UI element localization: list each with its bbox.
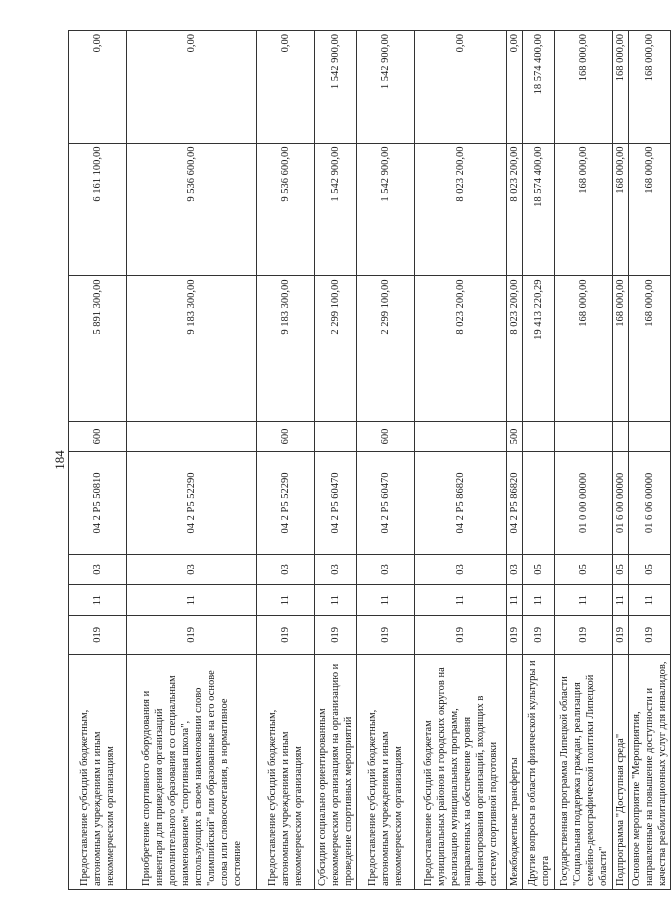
table-row <box>127 31 257 890</box>
cell-vr <box>523 421 555 452</box>
cell-name: Предоставление субсидий бюджетным, автономным учреждениям и иным некоммерческим организациям <box>69 654 127 889</box>
cell-vr <box>415 421 507 452</box>
cell-grbs: 019 <box>69 615 127 654</box>
cell-sum-2: 8 023 200,00 <box>507 143 523 276</box>
cell-name: Приобретение спортивного оборудования и инвентаря для приведения организаций дополнительного образования со специальным наименованием "спортивная школа", использующих в своем наименовании слово "олимпийский" или образованные на его основе слова или словосочетания, в нормативное состояние <box>127 654 257 889</box>
table-row <box>507 31 523 890</box>
cell-target: 04 2 P5 60470 <box>357 452 415 554</box>
cell-name: Предоставление субсидий бюджетным, автономным учреждениям и иным некоммерческим организациям <box>257 654 315 889</box>
table-body <box>69 31 671 890</box>
table-row <box>69 31 127 890</box>
cell-section: 11 <box>127 585 257 616</box>
cell-name: Межбюджетные трансферты <box>507 654 523 889</box>
cell-vr <box>555 421 613 452</box>
cell-sum-1: 9 183 300,00 <box>127 276 257 421</box>
cell-name: Подпрограмма "Доступная среда" <box>613 654 629 889</box>
cell-sum-1: 2 299 100,00 <box>357 276 415 421</box>
cell-sum-2: 1 542 900,00 <box>357 143 415 276</box>
cell-sum-2: 168 000,00 <box>555 143 613 276</box>
cell-subsection: 03 <box>315 554 357 585</box>
cell-name: Другие вопросы в области физической культуры и спорта <box>523 654 555 889</box>
cell-vr: 500 <box>507 421 523 452</box>
cell-sum-2: 1 542 900,00 <box>315 143 357 276</box>
cell-sum-3: 0,00 <box>507 31 523 144</box>
cell-vr <box>315 421 357 452</box>
cell-sum-1: 168 000,00 <box>613 276 629 421</box>
cell-section: 11 <box>523 585 555 616</box>
cell-subsection: 03 <box>257 554 315 585</box>
cell-sum-1: 168 000,00 <box>555 276 613 421</box>
table-row <box>523 31 555 890</box>
cell-sum-1: 168 000,00 <box>629 276 671 421</box>
page-number: 184 <box>52 450 67 470</box>
cell-grbs: 019 <box>357 615 415 654</box>
table-row <box>357 31 415 890</box>
cell-sum-2: 9 536 600,00 <box>127 143 257 276</box>
cell-target: 01 6 00 00000 <box>613 452 629 554</box>
cell-section: 11 <box>257 585 315 616</box>
budget-table <box>68 30 671 890</box>
cell-target <box>523 452 555 554</box>
cell-vr: 600 <box>69 421 127 452</box>
cell-sum-2: 8 023 200,00 <box>415 143 507 276</box>
cell-grbs: 019 <box>555 615 613 654</box>
cell-sum-3: 0,00 <box>257 31 315 144</box>
cell-target: 04 2 P5 52290 <box>257 452 315 554</box>
cell-vr <box>629 421 671 452</box>
cell-sum-2: 18 574 400,00 <box>523 143 555 276</box>
cell-sum-2: 168 000,00 <box>613 143 629 276</box>
cell-vr: 600 <box>357 421 415 452</box>
cell-target: 04 2 P5 50810 <box>69 452 127 554</box>
cell-section: 11 <box>357 585 415 616</box>
cell-section: 11 <box>507 585 523 616</box>
table-row <box>555 31 613 890</box>
cell-grbs: 019 <box>415 615 507 654</box>
cell-sum-1: 8 023 200,00 <box>507 276 523 421</box>
cell-section: 11 <box>629 585 671 616</box>
cell-vr <box>613 421 629 452</box>
cell-sum-1: 19 413 220,29 <box>523 276 555 421</box>
cell-sum-3: 168 000,00 <box>629 31 671 144</box>
cell-section: 11 <box>415 585 507 616</box>
cell-subsection: 05 <box>613 554 629 585</box>
cell-sum-1: 5 891 300,00 <box>69 276 127 421</box>
cell-sum-3: 1 542 900,00 <box>357 31 415 144</box>
rotated-content <box>52 30 668 890</box>
cell-sum-3: 18 574 400,00 <box>523 31 555 144</box>
cell-grbs: 019 <box>315 615 357 654</box>
cell-subsection: 03 <box>69 554 127 585</box>
cell-subsection: 03 <box>415 554 507 585</box>
cell-target: 04 2 P5 86820 <box>507 452 523 554</box>
cell-sum-1: 8 023 200,00 <box>415 276 507 421</box>
cell-subsection: 03 <box>507 554 523 585</box>
cell-grbs: 019 <box>257 615 315 654</box>
cell-vr <box>127 421 257 452</box>
cell-grbs: 019 <box>507 615 523 654</box>
cell-name: Предоставление субсидий бюджетам муниципальных районов и городских округов на реализацию муниципальных программ, направленных на обеспечение уровня финансирования организаций, входящих в систему спортивной подготовки <box>415 654 507 889</box>
cell-section: 11 <box>613 585 629 616</box>
cell-target: 04 2 P5 60470 <box>315 452 357 554</box>
cell-target: 04 2 P5 86820 <box>415 452 507 554</box>
cell-grbs: 019 <box>127 615 257 654</box>
cell-section: 11 <box>69 585 127 616</box>
cell-sum-3: 1 542 900,00 <box>315 31 357 144</box>
cell-vr: 600 <box>257 421 315 452</box>
cell-name: Основное мероприятие "Мероприятия, направленные на повышение доступности и качества реабилитационных услуг для инвалидов, <box>629 654 671 889</box>
table-row <box>415 31 507 890</box>
cell-target: 01 6 06 00000 <box>629 452 671 554</box>
cell-subsection: 03 <box>357 554 415 585</box>
table-row <box>613 31 629 890</box>
cell-sum-2: 6 161 100,00 <box>69 143 127 276</box>
cell-name: Субсидии социально ориентированным некоммерческим организациям на организацию и проведение спортивных мероприятий <box>315 654 357 889</box>
cell-sum-3: 0,00 <box>69 31 127 144</box>
cell-sum-2: 9 536 600,00 <box>257 143 315 276</box>
cell-section: 11 <box>315 585 357 616</box>
table-row <box>257 31 315 890</box>
cell-target: 01 0 00 00000 <box>555 452 613 554</box>
table-row <box>315 31 357 890</box>
cell-sum-3: 168 000,00 <box>613 31 629 144</box>
cell-subsection: 05 <box>523 554 555 585</box>
cell-section: 11 <box>555 585 613 616</box>
cell-name: Предоставление субсидий бюджетным, автономным учреждениям и иным некоммерческим организациям <box>357 654 415 889</box>
cell-target: 04 2 P5 52290 <box>127 452 257 554</box>
cell-sum-3: 0,00 <box>415 31 507 144</box>
cell-subsection: 05 <box>555 554 613 585</box>
cell-sum-3: 168 000,00 <box>555 31 613 144</box>
table-row <box>629 31 671 890</box>
cell-grbs: 019 <box>613 615 629 654</box>
cell-grbs: 019 <box>629 615 671 654</box>
cell-sum-1: 9 183 300,00 <box>257 276 315 421</box>
cell-subsection: 05 <box>629 554 671 585</box>
cell-subsection: 03 <box>127 554 257 585</box>
cell-grbs: 019 <box>523 615 555 654</box>
cell-sum-3: 0,00 <box>127 31 257 144</box>
cell-sum-2: 168 000,00 <box>629 143 671 276</box>
cell-name: Государственная программа Липецкой области "Социальная поддержка граждан, реализация семейно-демографической политики Липецкой области" <box>555 654 613 889</box>
cell-sum-1: 2 299 100,00 <box>315 276 357 421</box>
